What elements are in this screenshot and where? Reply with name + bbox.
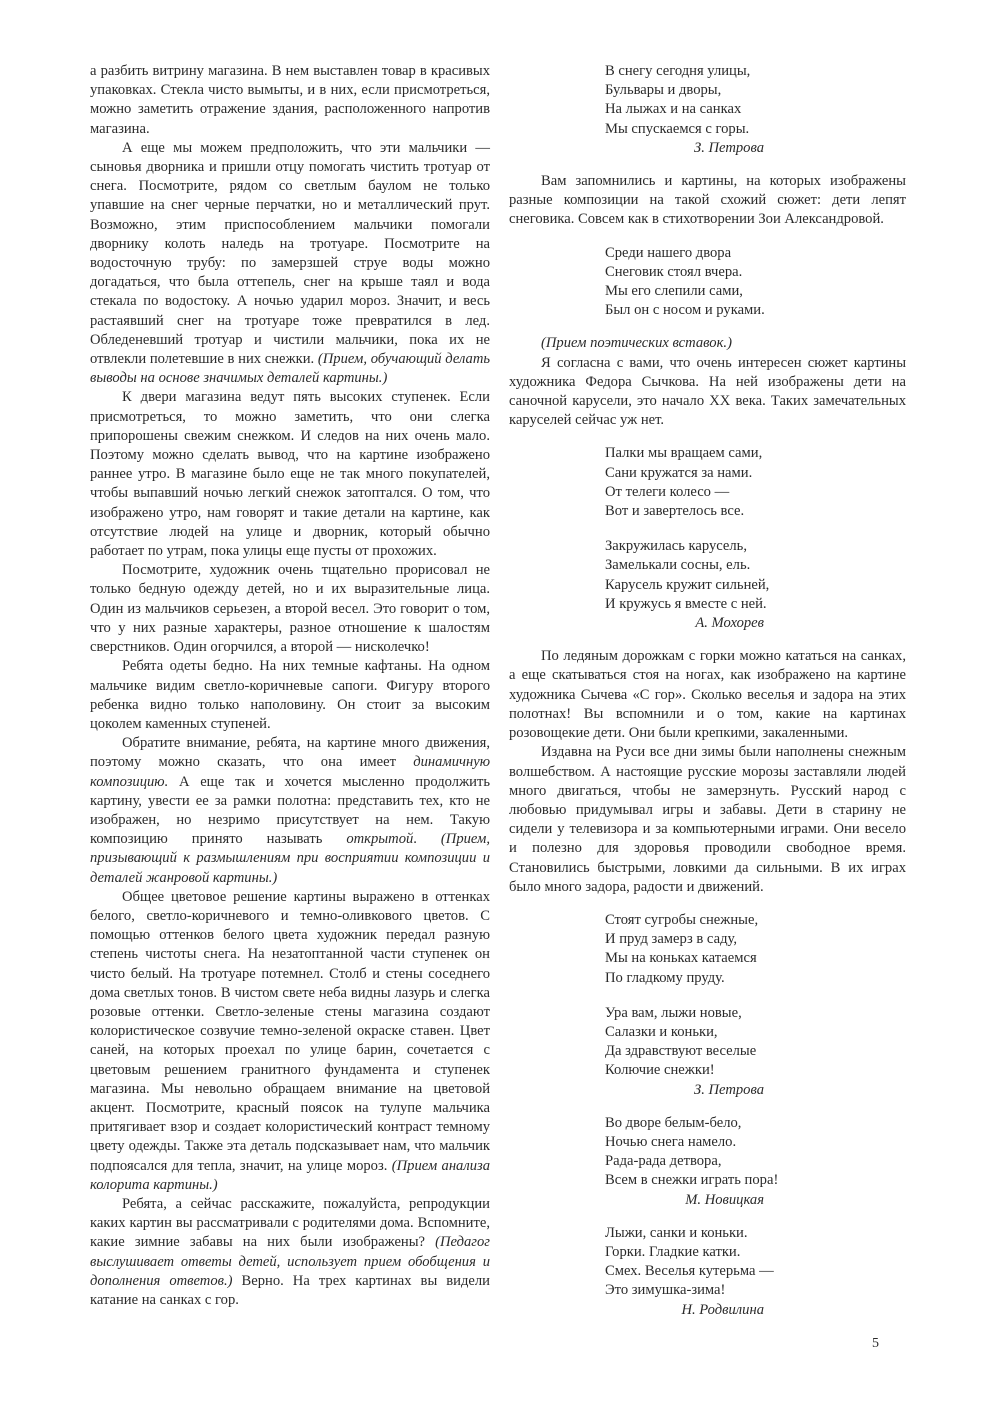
italic-note: открытой [346, 831, 414, 848]
poem-line: Был он с носом и руками. [605, 302, 765, 319]
poem-line: Это зимушка-зима! [605, 1282, 726, 1299]
italic-note: (Прием, призывающий к размышлениям при восприятии композиции и деталей жанровой картины.) [90, 831, 490, 886]
poem-line: Салазки и коньки, [605, 1023, 718, 1040]
poem-author: А. Мохорев [695, 615, 764, 632]
poem-stanza [605, 537, 906, 614]
paragraph [509, 743, 906, 897]
poem-stanza [605, 911, 906, 988]
text-run: По ледяным дорожкам с горки можно кататься на санках, а еще скатываться стоя на ногах, как изображено на картине художника Сычева «С гор». Сколько веселья и задора на этих полотнах! Вы вспомнили и о том, какие на картинах розовощекие дети. Они были крепкими, закаленными. [509, 648, 906, 742]
poem [509, 1114, 906, 1191]
paragraph [90, 62, 490, 139]
text-run: Ребята одеты бедно. На них темные кафтаны. На одном мальчике видим светло-коричневые сапоги. Фигуру второго ребенка видно только наполовину. Он стоит за высоким цоколем каменных ступеней. [90, 658, 490, 732]
text-run: Общее цветовое решение картины выражено в оттенках белого, светло-коричневого и темно-оливкового цветов. С помощью оттенков белого цвета художник передал разную степень чистоты снега. На незатоптанной части ступенек он чисто белый. На тротуаре потемнел. Столб и стены соседнего дома светлых тонов. В чистом свете неба видны лазурь и слегка розовые оттенки. Светло-зеленые стены магазина создают колористическое созвучие темно-зеленой окраске ставен. Цвет саней, на которых проехал по улице барин, сочетается с цветовым решением гранитного фундамента и ступенек магазина. Мы невольно обращаем внимание на цветовой акцент. Посмотрите, красный поясок на тулупе мальчика притягивает взор и создает колористический контраст темному цвету одежды. Также эта деталь подсказывает нам, что мальчик подпоясался для тепла, значит, на улице мороз. [90, 888, 490, 1174]
poem [509, 444, 906, 614]
poem-author: М. Новицкая [685, 1191, 764, 1208]
poem-line: Бульвары и дворы, [605, 82, 722, 99]
poem-line: Рада-рада детвора, [605, 1153, 722, 1170]
text-run: А еще мы можем предположить, что эти мальчики — сыновья дворника и пришли отцу помогать чистить тротуар от снега. Посмотрите, рядом со светлым баулом не только упавшие на снег черные перчатки, но и металлический прут. Возможно, этим приспособлением мальчики помогали дворнику колоть наледь на тротуаре. Посмотрите на водосточную трубу: по замерзшей струе воды можно догадаться, что была оттепель, снег на крыше таял и вода стекала по водостоку. А ночью ударил мороз. Значит, и весь растаявший снег на тротуаре тоже превратился в лед. Обледеневший тротуар и чистили мальчики, пока их не отвлекли полетевшие в них снежки. [90, 139, 490, 368]
poem [509, 244, 906, 321]
poem-line: На лыжах и на санках [605, 101, 742, 118]
poem-line: От телеги колесо — [605, 483, 730, 500]
poem-line: Замелькали сосны, ель. [605, 557, 751, 574]
poem-line: Среди нашего двора [605, 244, 732, 261]
italic-note: (Педагог выслушивает ответы детей, использует прием обобщения и дополнения ответов.) [90, 1234, 490, 1289]
poem-line: Карусель кружит сильней, [605, 576, 770, 593]
poem-author: Н. Родвилина [681, 1301, 764, 1318]
text-run: Верно. На трех картинах вы видели катание на санках с гор. [90, 1272, 490, 1308]
text-run: Вам запомнились и картины, на которых изображены разные композиции на такой схожий сюжет: дети лепят снеговика. Совсем как в стихотворении Зои Александровой. [509, 173, 906, 228]
poem-line: По гладкому пруду. [605, 969, 725, 986]
italic-note: (Прием, обучающий делать выводы на основе значимых деталей картины.) [90, 351, 491, 387]
italic-note: динамичную композицию. [90, 754, 490, 790]
text-run: Обратите внимание, ребята, на картине много движения, поэтому можно сказать, что она имеет [90, 735, 490, 771]
text-run: . [413, 831, 441, 848]
paragraph [509, 354, 906, 431]
poem-line: Мы на коньках катаемся [605, 950, 757, 967]
poem-line: Лыжи, санки и коньки. [605, 1224, 748, 1241]
paragraph [90, 139, 490, 389]
poem-line: В снегу сегодня улицы, [605, 63, 751, 79]
text-run: К двери магазина ведут пять высоких ступенек. Если присмотреться, то можно заметить, что они слегка припорошены свежим снежком. И следов на них очень мало. Поэтому можно сделать вывод, что на картине изображено раннее утро. В магазине было еще не так много покупателей, чтобы выпавший ночью легкий снежок затоптался. О том, что изображено утро, нам говорят и такие детали на картине, как отсутствие людей на улице и дворник, который обычно работает по утрам, пока улицы еще пусты от прохожих. [90, 389, 490, 560]
poem-author: З. Петрова [693, 1081, 764, 1098]
paragraph [509, 334, 906, 353]
poem-line: И кружусь я вместе с ней. [605, 595, 767, 612]
paragraph [90, 388, 490, 561]
text-run: Я согласна с вами, что очень интересен сюжет картины художника Федора Сычкова. На ней изображены дети на саночной карусели, это начало XX века. Таких замечательных каруселей сейчас уж нет. [509, 354, 906, 429]
poem-line: И пруд замерз в саду, [605, 931, 737, 948]
poem-line: Колючие снежки! [605, 1062, 715, 1079]
poem-line: Ночью снега намело. [605, 1133, 737, 1150]
page-number: 5 [872, 1336, 879, 1351]
poem-stanza [605, 244, 906, 321]
paragraph [90, 657, 490, 734]
paragraph [90, 1195, 490, 1310]
poem-line: Вот и завертелось все. [605, 503, 745, 520]
poem-line: Сани кружатся за нами. [605, 464, 753, 481]
paragraph [90, 888, 490, 1195]
poem-stanza [605, 444, 906, 521]
poem-author: З. Петрова [693, 139, 764, 156]
text-run: Издавна на Руси все дни зимы были наполнены снежным волшебством. А настоящие русские морозы заставляли людей много двигаться, чтобы не замерзнуть. Русский народ с любовью придумывал игры и забавы. Дети в старину не сидели у телевизора и за компьютерными играми. Они весело и полезно для здоровья проводили свободное время. Становились быстрыми, ловкими да сильными. В их играх было много задора, радости и движений. [509, 744, 906, 895]
text-run: Ребята, а сейчас расскажите, пожалуйста, репродукции каких картин вы рассматривали с родителями дома. Вспомните, какие зимние забавы на них были изображены? [90, 1195, 490, 1251]
poem [509, 62, 906, 139]
right-text-column [509, 62, 906, 1320]
poem [509, 911, 906, 1081]
poem-line: Ура вам, лыжи новые, [605, 1004, 742, 1021]
poem-line: Во дворе белым-бело, [605, 1114, 742, 1131]
paragraph [509, 172, 906, 230]
poem-stanza [605, 1004, 906, 1081]
poem-line: Смех. Веселья кутерьма — [605, 1263, 774, 1280]
poem-line: Мы его слепили сами, [605, 283, 743, 300]
poem-stanza [605, 62, 906, 139]
poem-stanza [605, 1224, 906, 1301]
poem-line: Снеговик стоял вчера. [605, 263, 743, 280]
paragraph [90, 561, 490, 657]
poem [509, 1224, 906, 1301]
poem-line: Палки мы вращаем сами, [605, 445, 763, 462]
poem-line: Мы спускаемся с горы. [605, 120, 750, 137]
left-text-column [90, 62, 490, 1310]
italic-note: (Прием анализа колорита картины.) [90, 1157, 491, 1193]
poem-line: Стоят сугробы снежные, [605, 911, 759, 928]
poem-line: Закружилась карусель, [605, 538, 747, 555]
text-run: а разбить витрину магазина. В нем выставлен товар в красивых упаковках. Стекла чисто вымыты, и в них, если присмотреться, можно заметить отражение здания, расположенного напротив магазина. [90, 63, 490, 137]
poem-stanza [605, 1114, 906, 1191]
poem-line: Горки. Гладкие катки. [605, 1243, 741, 1260]
italic-note: (Прием поэтических вставок.) [541, 335, 732, 352]
paragraph [90, 734, 490, 888]
text-run: Посмотрите, художник очень тщательно прорисовал не только бедную одежду детей, но и их выразительные лица. Один из мальчиков серьезен, а второй весел. Это говорит о том, что у них разные характеры, разное отношение к шалостям сверстников. Один огорчился, а второй — нисколечко! [90, 562, 490, 656]
poem-line: Да здравствуют веселые [605, 1043, 757, 1060]
poem-line: Всем в снежки играть пора! [605, 1172, 779, 1189]
text-run: А еще так и хочется мысленно продолжить картину, увести ее за рамки полотна: представить тех, кто не изображен, но незримо присутствует на нем. Такую композицию принято называть [90, 773, 490, 848]
paragraph [509, 647, 906, 743]
